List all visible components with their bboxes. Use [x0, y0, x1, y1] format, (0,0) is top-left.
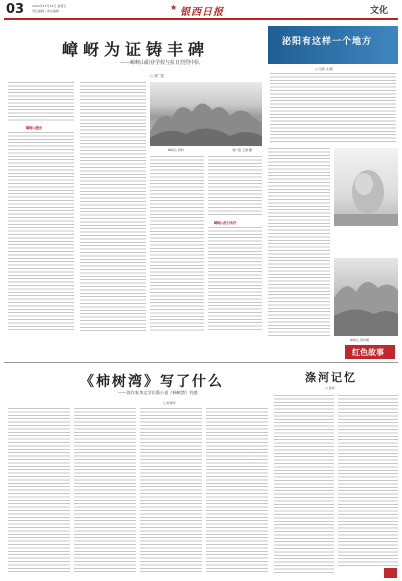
bottom-right-col-1 — [274, 395, 334, 575]
masthead-text: 银西日报 — [180, 7, 224, 18]
main-col-4-text-b — [208, 227, 262, 332]
date-line: 2022年12月23日 星期五 — [32, 4, 67, 8]
star-icon: ★ — [170, 3, 178, 12]
editor-line: 责任编辑 / 美术编辑 — [32, 9, 59, 13]
main-section-heading-2: 嶂岈山抗日名村 — [214, 221, 237, 225]
sidebar-banner — [268, 26, 398, 64]
bottom-article-byline: □ 杜晓苹 — [163, 401, 176, 405]
section-label: 文化 — [370, 6, 389, 16]
sidebar-title: 泌阳有这样一个地方 — [282, 37, 373, 47]
bottom-col-1-text — [8, 408, 70, 574]
sidebar-photo-1 — [334, 148, 398, 226]
main-photo-caption: 嶂岈山 资料 — [168, 148, 184, 152]
section-divider — [4, 362, 398, 363]
rock-formation-image — [334, 148, 398, 226]
main-article-byline: □ 刘广超 — [150, 74, 164, 78]
sidebar-text-left — [268, 148, 330, 338]
mountain-rocks-image — [150, 82, 262, 146]
bottom-col-3-text — [140, 408, 202, 574]
red-story-badge — [345, 345, 395, 359]
bottom-right-byline: □ 孙传 — [325, 386, 335, 390]
main-col-3-text — [150, 156, 204, 332]
bottom-col-2-text — [74, 408, 136, 574]
bottom-col-4-text — [206, 408, 268, 574]
main-section-heading-1: 嶂岈山遇会 — [26, 126, 42, 130]
main-col-1-text-b — [8, 132, 74, 332]
sidebar-photo-caption: 嶂岈山 资料图 — [350, 338, 369, 342]
bottom-article-subtitle: ——读作家李文学长篇小说《柿树湾》有感 — [118, 390, 198, 395]
sidebar-text-top — [270, 73, 396, 143]
mountain-landscape-image — [334, 258, 398, 336]
bottom-right-title: 涤河记忆 — [305, 371, 357, 384]
sidebar-byline: □ 马新 文/图 — [315, 67, 333, 71]
footer-seal — [384, 568, 397, 578]
main-col-1-text — [8, 82, 74, 122]
header-rule — [4, 18, 398, 20]
bottom-right-col-2 — [338, 395, 398, 567]
page-number: 03 — [6, 2, 25, 17]
bottom-article-title: 《柿树湾》写了什么 — [80, 374, 224, 390]
main-article-subtitle: ——嶂岈山职业学校与抗日烈烈中队 — [120, 60, 201, 66]
main-photo — [150, 82, 262, 146]
sidebar-photo-2 — [334, 258, 398, 336]
main-photo-credit: 刘广超 王春 摄 — [232, 148, 252, 152]
red-story-badge-text: 红色故事 — [352, 347, 384, 357]
masthead-logo — [170, 1, 240, 17]
main-article-title: 嶂岈为证铸丰碑 — [62, 40, 210, 59]
main-col-4-text — [208, 156, 262, 216]
main-col-2-text — [80, 82, 146, 332]
